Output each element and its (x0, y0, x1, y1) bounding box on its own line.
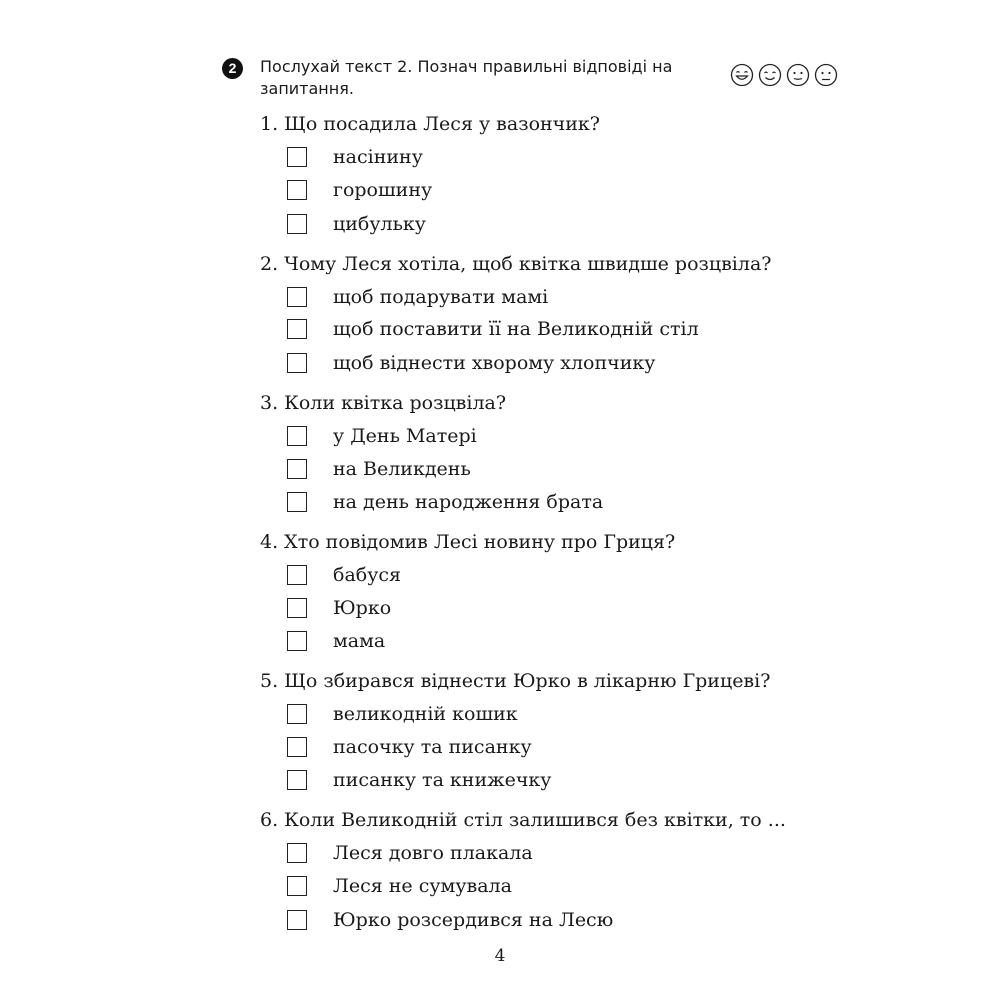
option-label: щоб віднести хворому хлопчику (333, 352, 656, 374)
option-6-1[interactable] (287, 843, 887, 869)
answer-checkbox[interactable] (287, 319, 307, 339)
option-2-2[interactable] (287, 319, 887, 345)
answer-checkbox[interactable] (287, 704, 307, 724)
answer-checkbox[interactable] (287, 180, 307, 200)
option-label: у День Матері (333, 425, 477, 447)
option-label: Леся не сумувала (333, 875, 512, 897)
option-1-3[interactable] (287, 214, 887, 240)
option-2-1[interactable] (287, 287, 887, 313)
answer-checkbox[interactable] (287, 459, 307, 479)
answer-checkbox[interactable] (287, 910, 307, 930)
task-header (222, 56, 842, 102)
option-label: цибульку (333, 213, 426, 235)
answer-checkbox[interactable] (287, 737, 307, 757)
answer-checkbox[interactable] (287, 147, 307, 167)
question-3: 3. Коли квітка розцвіла? (260, 392, 507, 414)
answer-checkbox[interactable] (287, 565, 307, 585)
option-5-1[interactable] (287, 704, 887, 730)
option-label: Юрко (333, 597, 392, 619)
answer-checkbox[interactable] (287, 876, 307, 896)
question-5: 5. Що збирався віднести Юрко в лікарню Грицеві? (260, 670, 771, 692)
task-instruction: Послухай текст 2. Познач правильні відповіді на запитання. (260, 57, 673, 98)
option-label: на день народження брата (333, 491, 604, 513)
option-5-3[interactable] (287, 770, 887, 796)
answer-checkbox[interactable] (287, 214, 307, 234)
answer-checkbox[interactable] (287, 770, 307, 790)
self-assessment-smileys[interactable] (730, 63, 842, 87)
answer-checkbox[interactable] (287, 426, 307, 446)
page-number: 4 (494, 946, 506, 966)
question-6: 6. Коли Великодній стіл залишився без квітки, то ... (260, 809, 786, 831)
option-label: писанку та книжечку (333, 769, 552, 791)
answer-checkbox[interactable] (287, 287, 307, 307)
answer-checkbox[interactable] (287, 598, 307, 618)
option-6-2[interactable] (287, 876, 887, 902)
option-label: великодній кошик (333, 703, 518, 725)
option-label: насінину (333, 146, 423, 168)
option-3-1[interactable] (287, 426, 887, 452)
answer-checkbox[interactable] (287, 631, 307, 651)
option-4-1[interactable] (287, 565, 887, 591)
option-label: Юрко розсердився на Лесю (333, 909, 614, 931)
option-2-3[interactable] (287, 353, 887, 379)
option-1-1[interactable] (287, 147, 887, 173)
option-3-2[interactable] (287, 459, 887, 485)
answer-checkbox[interactable] (287, 492, 307, 512)
option-label: мама (333, 630, 386, 652)
task-number-badge: 2 (222, 58, 243, 79)
option-label: Леся довго плакала (333, 842, 533, 864)
option-3-3[interactable] (287, 492, 887, 518)
question-1: 1. Що посадила Леся у вазончик? (260, 113, 600, 135)
answer-checkbox[interactable] (287, 353, 307, 373)
option-label: бабуся (333, 564, 402, 586)
option-label: горошину (333, 179, 433, 201)
option-5-2[interactable] (287, 737, 887, 763)
option-label: щоб поставити її на Великодній стіл (333, 318, 699, 340)
option-label: щоб подарувати мамі (333, 286, 549, 308)
question-2: 2. Чому Леся хотіла, щоб квітка швидше розцвіла? (260, 253, 772, 275)
smiling-face-icon[interactable] (758, 63, 782, 87)
option-label: пасочку та писанку (333, 736, 532, 758)
option-label: на Великдень (333, 458, 471, 480)
grinning-face-icon[interactable] (730, 63, 754, 87)
answer-checkbox[interactable] (287, 843, 307, 863)
option-1-2[interactable] (287, 180, 887, 206)
frowning-face-icon[interactable] (814, 63, 838, 87)
option-4-3[interactable] (287, 631, 887, 657)
neutral-face-icon[interactable] (786, 63, 810, 87)
option-4-2[interactable] (287, 598, 887, 624)
question-4: 4. Хто повідомив Лесі новину про Гриця? (260, 531, 676, 553)
option-6-3[interactable] (287, 910, 887, 936)
